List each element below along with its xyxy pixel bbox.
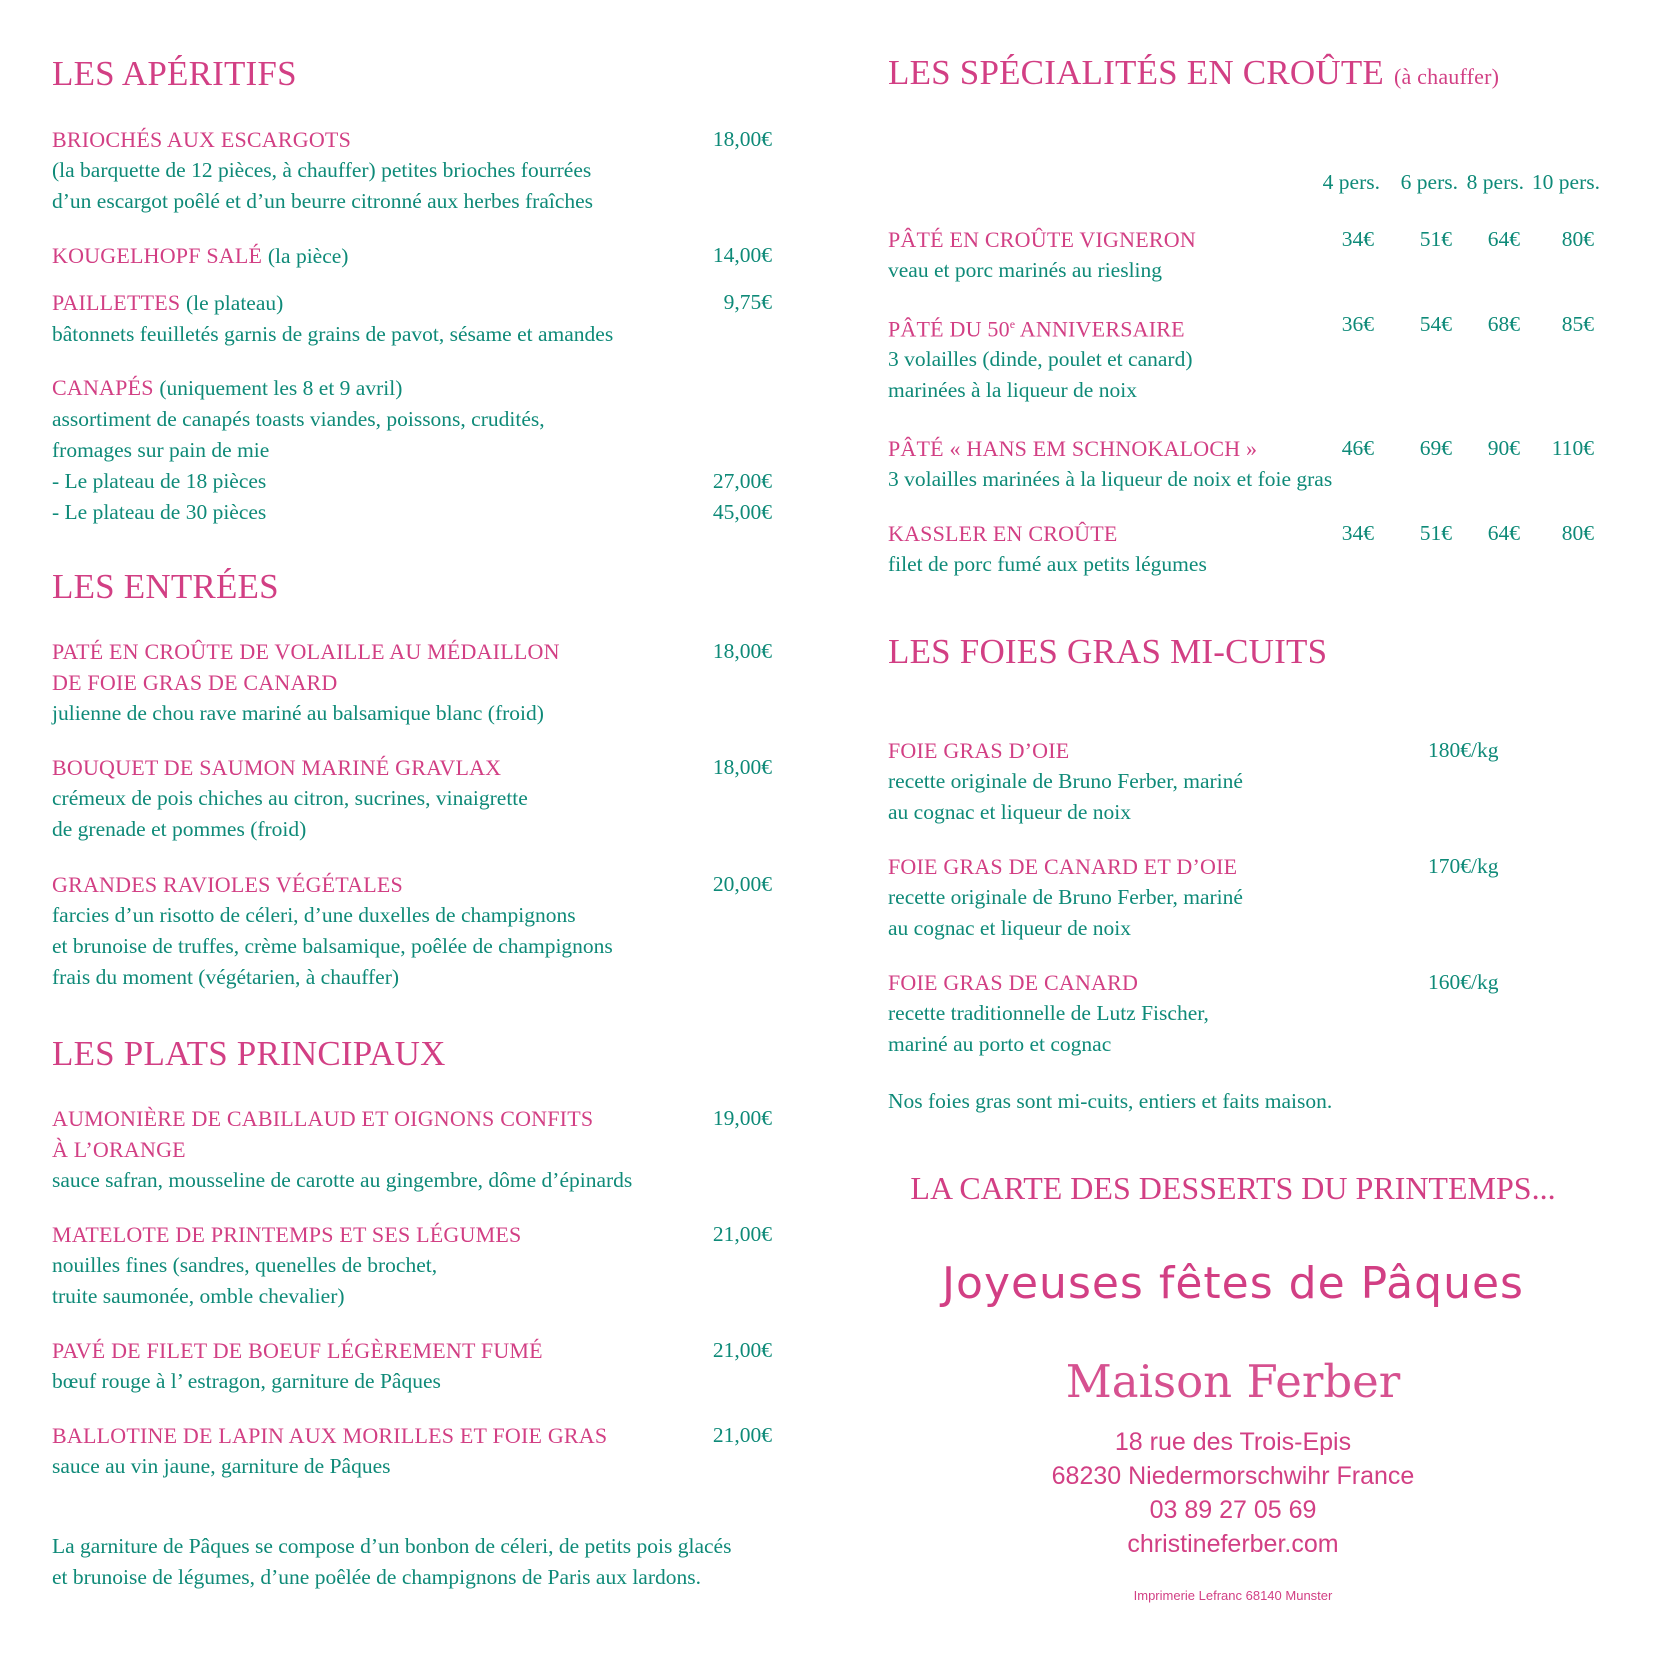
greeting: Joyeuses fêtes de Pâques (942, 1258, 1524, 1309)
item-name: AUMONIÈRE DE CABILLAUD ET OIGNONS CONFITS (52, 1106, 594, 1131)
garniture-note (52, 1531, 731, 1593)
item-desc: bâtonnets feuilletés garnis de grains de pavot, sésame et amandes (52, 322, 614, 346)
item-note: (uniquement les 8 et 9 avril) (159, 376, 403, 400)
price-10: 85€ (1561, 312, 1594, 336)
option-label: - Le plateau de 18 pièces (52, 469, 267, 493)
croute-item (888, 224, 1628, 286)
name-part: ANNIVERSAIRE (1015, 316, 1185, 342)
item-desc: nouilles fines (sandres, quenelles de brochet, (52, 1253, 438, 1277)
price-10: 110€ (1551, 436, 1594, 460)
item-name: BRIOCHÉS AUX ESCARGOTS (52, 127, 352, 152)
desserts-title: LA CARTE DES DESSERTS DU PRINTEMPS... (910, 1170, 1556, 1206)
croute-item (888, 309, 1628, 406)
item-name: FOIE GRAS D’OIE (888, 738, 1070, 763)
price-10: 80€ (1561, 521, 1594, 545)
item-price: 21,00€ (712, 1222, 772, 1246)
item-desc: sauce safran, mousseline de carotte au gingembre, dôme d’épinards (52, 1168, 633, 1192)
menu-item (52, 636, 772, 729)
menu-item (52, 1335, 772, 1397)
portion-header: 10 pers. (1531, 170, 1600, 194)
option-label: - Le plateau de 30 pièces (52, 500, 267, 524)
item-desc: frais du moment (végétarien, à chauffer) (52, 965, 400, 989)
price-6: 51€ (1419, 227, 1452, 251)
item-name: FOIE GRAS DE CANARD ET D’OIE (888, 854, 1238, 879)
item-note: (la pièce) (267, 244, 349, 268)
item-desc: truite saumonée, omble chevalier) (52, 1284, 345, 1308)
price-10: 80€ (1561, 227, 1594, 251)
item-desc: 3 volailles (dinde, poulet et canard) (888, 347, 1193, 372)
item-name-cont: DE FOIE GRAS DE CANARD (52, 670, 338, 695)
item-price: 170€/kg (1428, 854, 1499, 878)
price-6: 51€ (1419, 521, 1452, 545)
item-desc: au cognac et liqueur de noix (888, 800, 1131, 824)
item-desc: assortiment de canapés toasts viandes, poissons, crudités, (52, 407, 545, 431)
address-city: 68230 Niedermorschwihr France (1051, 1462, 1415, 1490)
item-note: (le plateau) (186, 291, 284, 315)
item-desc: recette originale de Bruno Ferber, mariné (888, 769, 1243, 793)
portion-header: 8 pers. (1466, 170, 1524, 194)
menu-item (52, 1103, 772, 1196)
croute-prices (888, 433, 1628, 464)
item-desc: farcies d’un risotto de céleri, d’une duxelles de champignons (52, 903, 576, 927)
price-8: 90€ (1487, 436, 1520, 460)
option-price: 27,00€ (712, 469, 772, 493)
option-row (52, 466, 772, 497)
portion-header: 4 pers. (1322, 170, 1380, 194)
item-name: BOUQUET DE SAUMON MARINÉ GRAVLAX (52, 755, 502, 780)
price-8: 64€ (1487, 521, 1520, 545)
foies-note: Nos foies gras sont mi-cuits, entiers et faits maison. (888, 1089, 1333, 1113)
item-price: 160€/kg (1428, 970, 1499, 994)
item-price: 180€/kg (1428, 738, 1499, 762)
price-6: 69€ (1419, 436, 1452, 460)
item-name: PAVÉ DE FILET DE BOEUF LÉGÈREMENT FUMÉ (52, 1338, 543, 1363)
price-8: 68€ (1487, 312, 1520, 336)
item-desc: fromages sur pain de mie (52, 438, 270, 462)
option-row (52, 497, 772, 528)
item-desc: crémeux de pois chiches au citron, sucrines, vinaigrette (52, 786, 528, 810)
croute-title-text: LES SPÉCIALITÉS EN CROÛTE (888, 53, 1384, 92)
item-name: PATÉ EN CROÛTE DE VOLAILLE AU MÉDAILLON (52, 639, 560, 664)
option-price: 45,00€ (712, 500, 772, 524)
item-price: 9,75€ (723, 290, 772, 314)
address-street: 18 rue des Trois-Epis (1114, 1428, 1352, 1456)
foie-item (888, 967, 1628, 1060)
address-block (888, 1425, 1578, 1561)
phone: 03 89 27 05 69 (1149, 1496, 1317, 1524)
croute-prices (888, 224, 1628, 255)
menu-item (52, 124, 772, 217)
item-name: BALLOTINE DE LAPIN AUX MORILLES ET FOIE GRAS (52, 1423, 608, 1448)
name-sup: e (1009, 317, 1016, 331)
menu-item (52, 287, 772, 350)
item-price: 18,00€ (712, 127, 772, 151)
croute-prices (888, 518, 1628, 549)
item-desc: (la barquette de 12 pièces, à chauffer) petites brioches fourrées (52, 158, 592, 182)
price-4: 34€ (1341, 227, 1374, 251)
item-desc: recette originale de Bruno Ferber, mariné (888, 885, 1243, 909)
price-8: 64€ (1487, 227, 1520, 251)
foie-item (888, 851, 1628, 944)
item-name: FOIE GRAS DE CANARD (888, 970, 1139, 995)
item-price: 21,00€ (712, 1423, 772, 1447)
croute-title (888, 53, 1499, 93)
item-name: KASSLER EN CROÛTE (888, 521, 1118, 546)
croute-note: (à chauffer) (1393, 64, 1500, 89)
foie-item (888, 735, 1628, 828)
note-line: La garniture de Pâques se compose d’un bonbon de céleri, de petits pois glacés (52, 1534, 732, 1558)
item-desc: veau et porc marinés au riesling (888, 258, 1163, 282)
item-desc: et brunoise de truffes, crème balsamique, poêlée de champignons (52, 934, 613, 958)
menu-item (52, 1420, 772, 1482)
price-4: 34€ (1341, 521, 1374, 545)
item-desc: d’un escargot poêlé et d’un beurre citronné aux herbes fraîches (52, 189, 594, 213)
entrees-title: LES ENTRÉES (52, 567, 279, 606)
note-line: et brunoise de légumes, d’une poêlée de champignons de Paris aux lardons. (52, 1565, 701, 1589)
price-4: 46€ (1341, 436, 1374, 460)
item-desc: bœuf rouge à l’ estragon, garniture de Pâques (52, 1369, 441, 1393)
item-price: 21,00€ (712, 1338, 772, 1362)
item-price: 18,00€ (712, 639, 772, 663)
item-desc: sauce au vin jaune, garniture de Pâques (52, 1454, 391, 1478)
menu-item (52, 240, 772, 272)
item-price: 18,00€ (712, 755, 772, 779)
item-name-cont: À L’ORANGE (52, 1137, 186, 1162)
item-name: CANAPÉS (52, 375, 154, 400)
name-part: PÂTÉ DU 50 (888, 316, 1010, 342)
foies-title: LES FOIES GRAS MI-CUITS (888, 632, 1328, 671)
item-price: 19,00€ (712, 1106, 772, 1130)
price-4: 36€ (1341, 312, 1374, 336)
item-name: MATELOTE DE PRINTEMPS ET SES LÉGUMES (52, 1222, 522, 1247)
item-name: KOUGELHOPF SALÉ (52, 243, 263, 268)
item-desc: mariné au porto et cognac (888, 1032, 1112, 1056)
item-price: 14,00€ (712, 243, 772, 267)
portion-header: 6 pers. (1400, 170, 1458, 194)
aperitifs-title: LES APÉRITIFS (52, 54, 297, 93)
menu-item (52, 1219, 772, 1312)
brand-name: Maison Ferber (1065, 1355, 1401, 1408)
item-desc: filet de porc fumé aux petits légumes (888, 552, 1207, 576)
item-name: GRANDES RAVIOLES VÉGÉTALES (52, 872, 403, 897)
item-desc: de grenade et pommes (froid) (52, 817, 307, 841)
item-name: PÂTÉ EN CROÛTE VIGNERON (888, 227, 1196, 252)
price-6: 54€ (1419, 312, 1452, 336)
menu-item (52, 372, 772, 528)
item-desc: recette traditionnelle de Lutz Fischer, (888, 1001, 1209, 1025)
croute-prices (888, 309, 1628, 340)
plats-title: LES PLATS PRINCIPAUX (52, 1034, 446, 1073)
menu-item (52, 869, 772, 993)
item-name: PAILLETTES (52, 290, 181, 315)
portion-headers (888, 170, 1628, 200)
item-price: 20,00€ (712, 872, 772, 896)
item-name: PÂTÉ « HANS EM SCHNOKALOCH » (888, 436, 1258, 461)
printer-credit: Imprimerie Lefranc 68140 Munster (1133, 1588, 1333, 1603)
menu-item (52, 752, 772, 845)
item-desc: marinées à la liqueur de noix (888, 378, 1137, 403)
croute-item (888, 433, 1628, 495)
croute-item (888, 518, 1628, 580)
item-desc: au cognac et liqueur de noix (888, 916, 1131, 940)
website[interactable]: christineferber.com (1127, 1530, 1339, 1558)
item-desc: 3 volailles marinées à la liqueur de noix et foie gras (888, 467, 1333, 491)
item-desc: julienne de chou rave mariné au balsamique blanc (froid) (52, 701, 544, 725)
